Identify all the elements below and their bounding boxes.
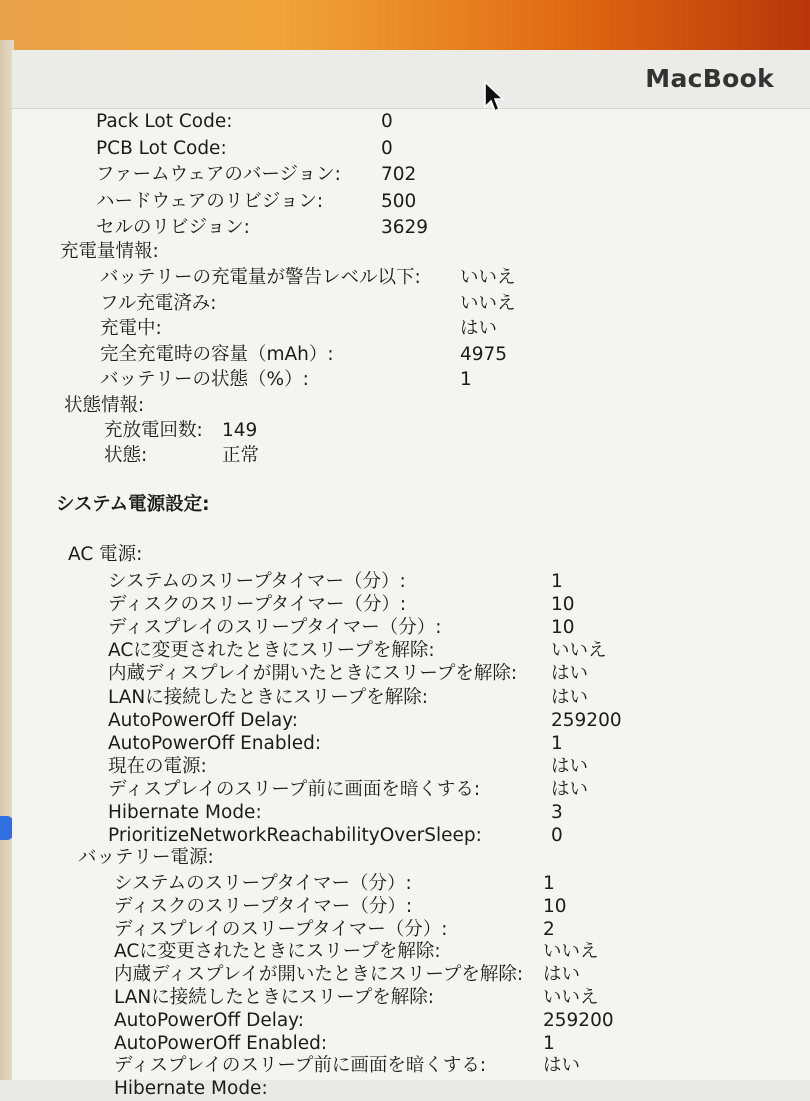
ac-power-row-value: はい [551,755,589,777]
battery-power-row-label: システムのスリープタイマー（分）: [114,873,412,894]
charge-info-row-value: いいえ [460,292,516,314]
desktop-background [0,0,810,52]
battery-power-row-label: ディスプレイのスリープタイマー（分）: [114,918,448,940]
ac-power-row-label: Hibernate Mode: [108,802,262,823]
health-info-row-value: 149 [222,420,258,441]
ac-power-row-label: ディスクのスリープタイマー（分）: [108,594,407,616]
ac-power-row-value: はい [551,778,589,800]
charge-info-row-value: いいえ [460,267,516,288]
battery-power-row-value: はい [543,964,581,986]
ac-power-row-label: LANに接続したときにスリープを解除: [108,686,429,708]
battery-power-row-value: 2 [543,918,555,940]
battery-info-row-value: 3629 [381,217,429,238]
ac-power-row-label: ディスプレイのスリープタイマー（分）: [108,617,442,639]
ac-power-row-value: はい [551,663,589,685]
battery-info-row-value: 0 [381,111,393,132]
ac-power-row-value: 3 [551,802,563,823]
charge-info-row-label: バッテリーの状態（%）: [100,369,309,390]
battery-power-row-value: 259200 [543,1009,614,1031]
charge-info-heading: 充電量情報: [60,241,159,262]
health-info-row-value: 正常 [222,445,260,466]
charge-info-row-label: 完全充電時の容量（mAh）: [100,343,334,365]
battery-power-heading: バッテリー電源: [78,847,214,868]
battery-info-row-label: ファームウェアのバージョン: [96,164,341,185]
battery-power-row-label: ディスプレイのスリープ前に画面を暗くする: [114,1055,487,1077]
ac-power-row-value: 1 [551,571,563,592]
window-title: MacBook [645,64,774,93]
health-info-row-label: 充放電回数: [104,420,203,441]
ac-power-row-label: 現在の電源: [108,755,207,777]
arrow-cursor-icon [483,80,505,114]
ac-power-row-label: システムのスリープタイマー（分）: [108,571,406,592]
charge-info-row-label: 充電中: [100,318,162,339]
ac-power-row-value: いいえ [551,640,607,662]
charge-info-row-label: フル充電済み: [100,292,217,314]
battery-info-row-label: PCB Lot Code: [96,137,227,159]
battery-power-row-value: いいえ [543,987,599,1008]
ac-power-row-label: AutoPowerOff Delay: [108,709,299,731]
battery-power-row-label: Hibernate Mode: [114,1078,268,1100]
battery-power-row-label: ACに変更されたときにスリープを解除: [114,941,441,963]
ac-power-row-label: 内蔵ディスプレイが開いたときにスリープを解除: [108,663,518,685]
ac-power-row-label: AutoPowerOff Enabled: [108,732,322,754]
ac-power-heading: AC 電源: [68,544,143,565]
battery-power-row-label: 内蔵ディスプレイが開いたときにスリープを解除: [114,964,524,986]
battery-info-row-value: 500 [381,190,417,212]
battery-power-row-value: 1 [543,1032,555,1054]
ac-power-row-value: はい [551,686,589,708]
charge-info-row-label: バッテリーの充電量が警告レベル以下: [100,267,421,288]
window-toolbar [12,50,810,109]
battery-power-row-value: はい [543,1055,581,1077]
ac-power-row-value: 259200 [551,709,622,731]
battery-power-row-value: 1 [543,873,555,894]
ac-power-row-label: ACに変更されたときにスリープを解除: [108,640,435,662]
ac-power-row-value: 10 [551,594,575,616]
battery-info-row-label: Pack Lot Code: [96,111,233,132]
ac-power-row-value: 0 [551,825,563,847]
battery-power-row-label: ディスクのスリープタイマー（分）: [114,895,413,917]
health-info-heading: 状態情報: [64,395,145,416]
battery-power-row-label: LANに接続したときにスリープを解除: [114,987,435,1008]
ac-power-row-label: ディスプレイのスリープ前に画面を暗くする: [108,778,481,800]
battery-power-row-label: AutoPowerOff Delay: [114,1009,305,1031]
ac-power-row-label: PrioritizeNetworkReachabilityOverSleep: [108,825,482,847]
battery-info-row-value: 0 [381,137,393,159]
battery-info-row-value: 702 [381,164,417,185]
battery-info-row-label: ハードウェアのリビジョン: [96,190,324,212]
ac-power-row-value: 10 [551,617,575,639]
battery-info-row-label: セルのリビジョン: [96,217,250,238]
battery-power-row-label: AutoPowerOff Enabled: [114,1032,328,1054]
health-info-row-label: 状態: [104,445,148,466]
charge-info-row-value: 1 [460,369,472,390]
battery-power-row-value: 10 [543,895,567,917]
system-power-heading: システム電源設定: [56,494,210,515]
charge-info-row-value: はい [460,318,498,339]
battery-power-row-value: いいえ [543,941,599,963]
charge-info-row-value: 4975 [460,343,508,365]
ac-power-row-value: 1 [551,732,563,754]
